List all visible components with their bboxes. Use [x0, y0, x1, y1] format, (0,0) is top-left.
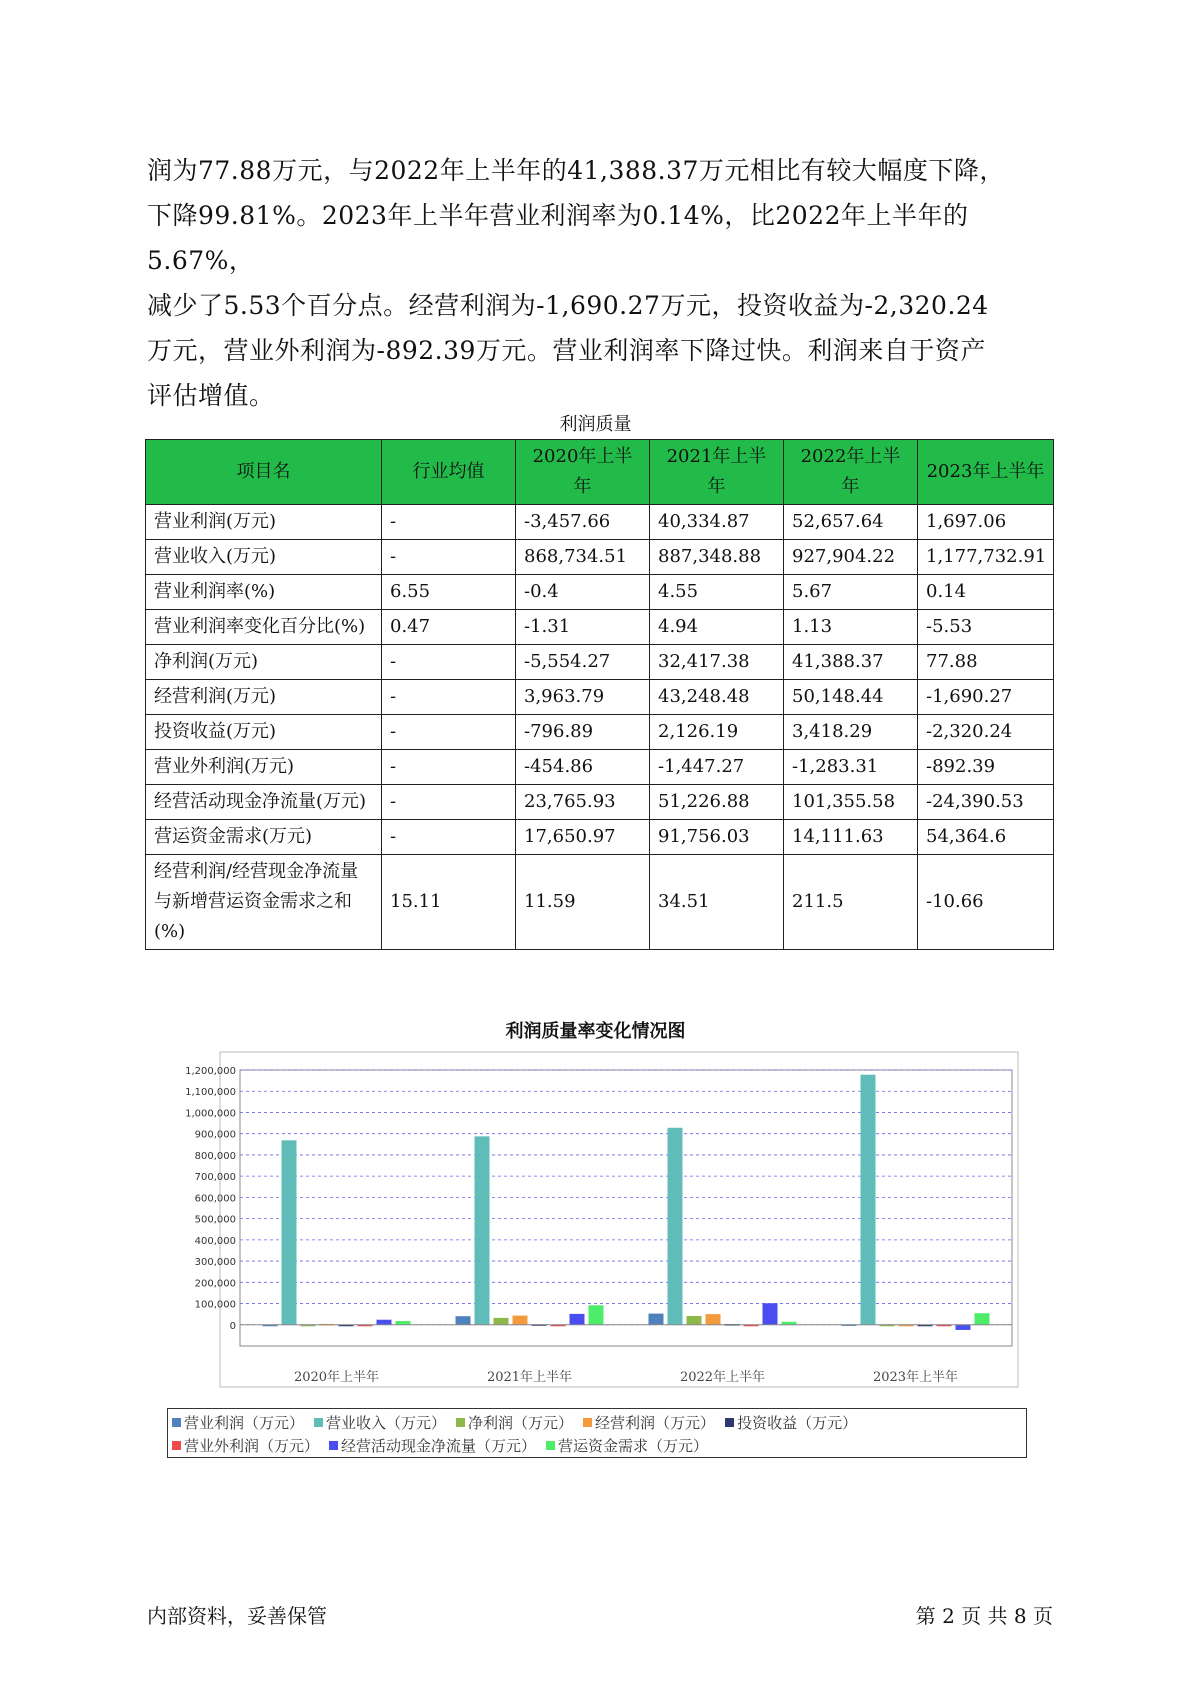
chart-legend: [167, 1408, 1027, 1458]
cell-value: 868,734.51: [516, 540, 650, 575]
table-row: [146, 785, 1054, 820]
y-tick-label: 1,100,000: [185, 1087, 236, 1099]
cell-value: -24,390.53: [918, 785, 1054, 820]
paragraph-line: 下降99.81%。2023年上半年营业利润率为0.14%，比2022年上半年的5.67%，: [147, 201, 969, 275]
cell-value: -2,320.24: [918, 715, 1054, 750]
row-label: 营业利润率(%): [146, 575, 382, 610]
row-label: 经营活动现金净流量(万元): [146, 785, 382, 820]
y-tick-label: 700,000: [194, 1172, 236, 1184]
cell-value: 52,657.64: [784, 505, 918, 540]
cell-value: -: [382, 680, 516, 715]
x-tick-label: 2022年上半年: [679, 1370, 766, 1385]
legend-item: [546, 1435, 708, 1456]
bar: [975, 1313, 990, 1325]
legend-swatch: [329, 1441, 338, 1450]
bar: [649, 1314, 664, 1325]
bar: [763, 1303, 778, 1325]
table-row: [146, 610, 1054, 645]
y-tick-label: 100,000: [194, 1299, 236, 1311]
bar: [513, 1316, 528, 1325]
legend-item: [172, 1412, 304, 1433]
y-tick-label: 200,000: [194, 1278, 236, 1290]
table-row: [146, 715, 1054, 750]
legend-swatch: [314, 1418, 323, 1427]
cell-value: -5,554.27: [516, 645, 650, 680]
cell-value: 40,334.87: [650, 505, 784, 540]
cell-value: 6.55: [382, 575, 516, 610]
cell-value: -: [382, 785, 516, 820]
bar: [475, 1136, 490, 1324]
cell-value: -0.4: [516, 575, 650, 610]
plot-area: [240, 1070, 1012, 1346]
legend-label: 营业收入（万元）: [326, 1414, 447, 1432]
legend-item: [314, 1412, 446, 1433]
legend-item: [172, 1435, 319, 1456]
legend-label: 营业外利润（万元）: [184, 1437, 320, 1455]
legend-swatch: [725, 1418, 734, 1427]
cell-value: 23,765.93: [516, 785, 650, 820]
bar: [456, 1316, 471, 1325]
table-row: [146, 540, 1054, 575]
table-row: [146, 750, 1054, 785]
column-header: 2023年上半年: [918, 440, 1054, 505]
y-tick-label: 800,000: [194, 1150, 236, 1162]
footer-page-number: 第 2 页 共 8 页: [915, 1604, 1053, 1628]
cell-value: -: [382, 750, 516, 785]
column-header: 项目名: [146, 440, 382, 505]
cell-value: 4.94: [650, 610, 784, 645]
cell-value: -: [382, 715, 516, 750]
cell-value: 11.59: [516, 855, 650, 950]
cell-value: -5.53: [918, 610, 1054, 645]
legend-swatch: [546, 1441, 555, 1450]
legend-item: [583, 1412, 715, 1433]
cell-value: 3,963.79: [516, 680, 650, 715]
paragraph-line: 减少了5.53个百分点。经营利润为-1,690.27万元，投资收益为-2,320.24: [147, 291, 989, 320]
cell-value: 41,388.37: [784, 645, 918, 680]
legend-swatch: [456, 1418, 465, 1427]
x-tick-label: 2023年上半年: [872, 1370, 959, 1385]
cell-value: -1.31: [516, 610, 650, 645]
x-tick-label: 2021年上半年: [486, 1370, 573, 1385]
bar: [377, 1320, 392, 1325]
cell-value: -: [382, 645, 516, 680]
cell-value: 15.11: [382, 855, 516, 950]
row-label: 营业外利润(万元): [146, 750, 382, 785]
row-label: 营运资金需求(万元): [146, 820, 382, 855]
bar: [687, 1316, 702, 1325]
y-tick-label: 900,000: [194, 1129, 236, 1141]
row-label: 经营利润/经营现金净流量与新增营运资金需求之和(%): [146, 855, 382, 950]
legend-swatch: [172, 1418, 181, 1427]
legend-label: 投资收益（万元）: [737, 1414, 858, 1432]
cell-value: -10.66: [918, 855, 1054, 950]
table-row: [146, 575, 1054, 610]
cell-value: 1.13: [784, 610, 918, 645]
y-tick-label: 1,200,000: [185, 1066, 236, 1077]
cell-value: 101,355.58: [784, 785, 918, 820]
table-header-row: [146, 440, 1054, 505]
legend-label: 营运资金需求（万元）: [558, 1437, 709, 1455]
cell-value: 43,248.48: [650, 680, 784, 715]
bar: [570, 1314, 585, 1325]
table-caption: 利润质量: [559, 414, 632, 435]
paragraph-line: 评估增值。: [147, 381, 275, 410]
cell-value: -454.86: [516, 750, 650, 785]
row-label: 净利润(万元): [146, 645, 382, 680]
cell-value: -1,447.27: [650, 750, 784, 785]
paragraph-line: 润为77.88万元，与2022年上半年的41,388.37万元相比有较大幅度下降，: [147, 156, 1005, 185]
bar: [396, 1321, 411, 1325]
table-row: [146, 645, 1054, 680]
cell-value: 51,226.88: [650, 785, 784, 820]
legend-swatch: [583, 1418, 592, 1427]
cell-value: 211.5: [784, 855, 918, 950]
cell-value: -1,283.31: [784, 750, 918, 785]
row-label: 营业利润(万元): [146, 505, 382, 540]
y-tick-label: 400,000: [194, 1235, 236, 1247]
cell-value: 77.88: [918, 645, 1054, 680]
table-row: [146, 680, 1054, 715]
bar: [956, 1325, 971, 1330]
y-tick-label: 1,000,000: [185, 1108, 236, 1120]
cell-value: 1,697.06: [918, 505, 1054, 540]
y-tick-label: 500,000: [194, 1214, 236, 1226]
column-header: 2022年上半年: [784, 440, 918, 505]
cell-value: -1,690.27: [918, 680, 1054, 715]
bar: [589, 1305, 604, 1324]
cell-value: -892.39: [918, 750, 1054, 785]
chart-frame: [220, 1052, 1018, 1387]
cell-value: 3,418.29: [784, 715, 918, 750]
column-header: 行业均值: [382, 440, 516, 505]
legend-label: 经营活动现金净流量（万元）: [341, 1437, 537, 1455]
cell-value: 91,756.03: [650, 820, 784, 855]
row-label: 经营利润(万元): [146, 680, 382, 715]
cell-value: 887,348.88: [650, 540, 784, 575]
paragraph-line: 万元，营业外利润为-892.39万元。营业利润率下降过快。利润来自于资产: [147, 336, 986, 365]
column-header: 2020年上半年: [516, 440, 650, 505]
row-label: 营业利润率变化百分比(%): [146, 610, 382, 645]
cell-value: 5.67: [784, 575, 918, 610]
table-row: [146, 505, 1054, 540]
cell-value: 0.14: [918, 575, 1054, 610]
cell-value: 1,177,732.91: [918, 540, 1054, 575]
cell-value: 14,111.63: [784, 820, 918, 855]
cell-value: -: [382, 540, 516, 575]
legend-label: 经营利润（万元）: [595, 1414, 716, 1432]
legend-label: 净利润（万元）: [468, 1414, 574, 1432]
chart-title: 利润质量率变化情况图: [505, 1021, 686, 1042]
row-label: 营业收入(万元): [146, 540, 382, 575]
bar: [861, 1075, 876, 1325]
y-tick-label: 300,000: [194, 1257, 236, 1269]
legend-swatch: [172, 1441, 181, 1450]
cell-value: -: [382, 505, 516, 540]
row-label: 投资收益(万元): [146, 715, 382, 750]
x-tick-label: 2020年上半年: [293, 1370, 380, 1385]
bar: [282, 1140, 297, 1324]
cell-value: 17,650.97: [516, 820, 650, 855]
table-row: [146, 855, 1054, 950]
cell-value: 32,417.38: [650, 645, 784, 680]
legend-item: [456, 1412, 573, 1433]
footer-confidential: 内部资料，妥善保管: [147, 1604, 327, 1628]
cell-value: -3,457.66: [516, 505, 650, 540]
cell-value: -796.89: [516, 715, 650, 750]
cell-value: 0.47: [382, 610, 516, 645]
legend-item: [725, 1412, 857, 1433]
body-paragraph: [147, 148, 1052, 418]
y-tick-label: 0: [229, 1320, 236, 1332]
bar-chart: [160, 1046, 1020, 1391]
bar: [668, 1128, 683, 1325]
bar: [494, 1318, 509, 1325]
cell-value: 54,364.6: [918, 820, 1054, 855]
legend-label: 营业利润（万元）: [184, 1414, 305, 1432]
cell-value: -: [382, 820, 516, 855]
cell-value: 2,126.19: [650, 715, 784, 750]
cell-value: 4.55: [650, 575, 784, 610]
legend-item: [329, 1435, 536, 1456]
cell-value: 927,904.22: [784, 540, 918, 575]
cell-value: 50,148.44: [784, 680, 918, 715]
cell-value: 34.51: [650, 855, 784, 950]
column-header: 2021年上半年: [650, 440, 784, 505]
table-row: [146, 820, 1054, 855]
bar: [706, 1314, 721, 1325]
profit-quality-table: [145, 439, 1054, 950]
y-tick-label: 600,000: [194, 1193, 236, 1205]
